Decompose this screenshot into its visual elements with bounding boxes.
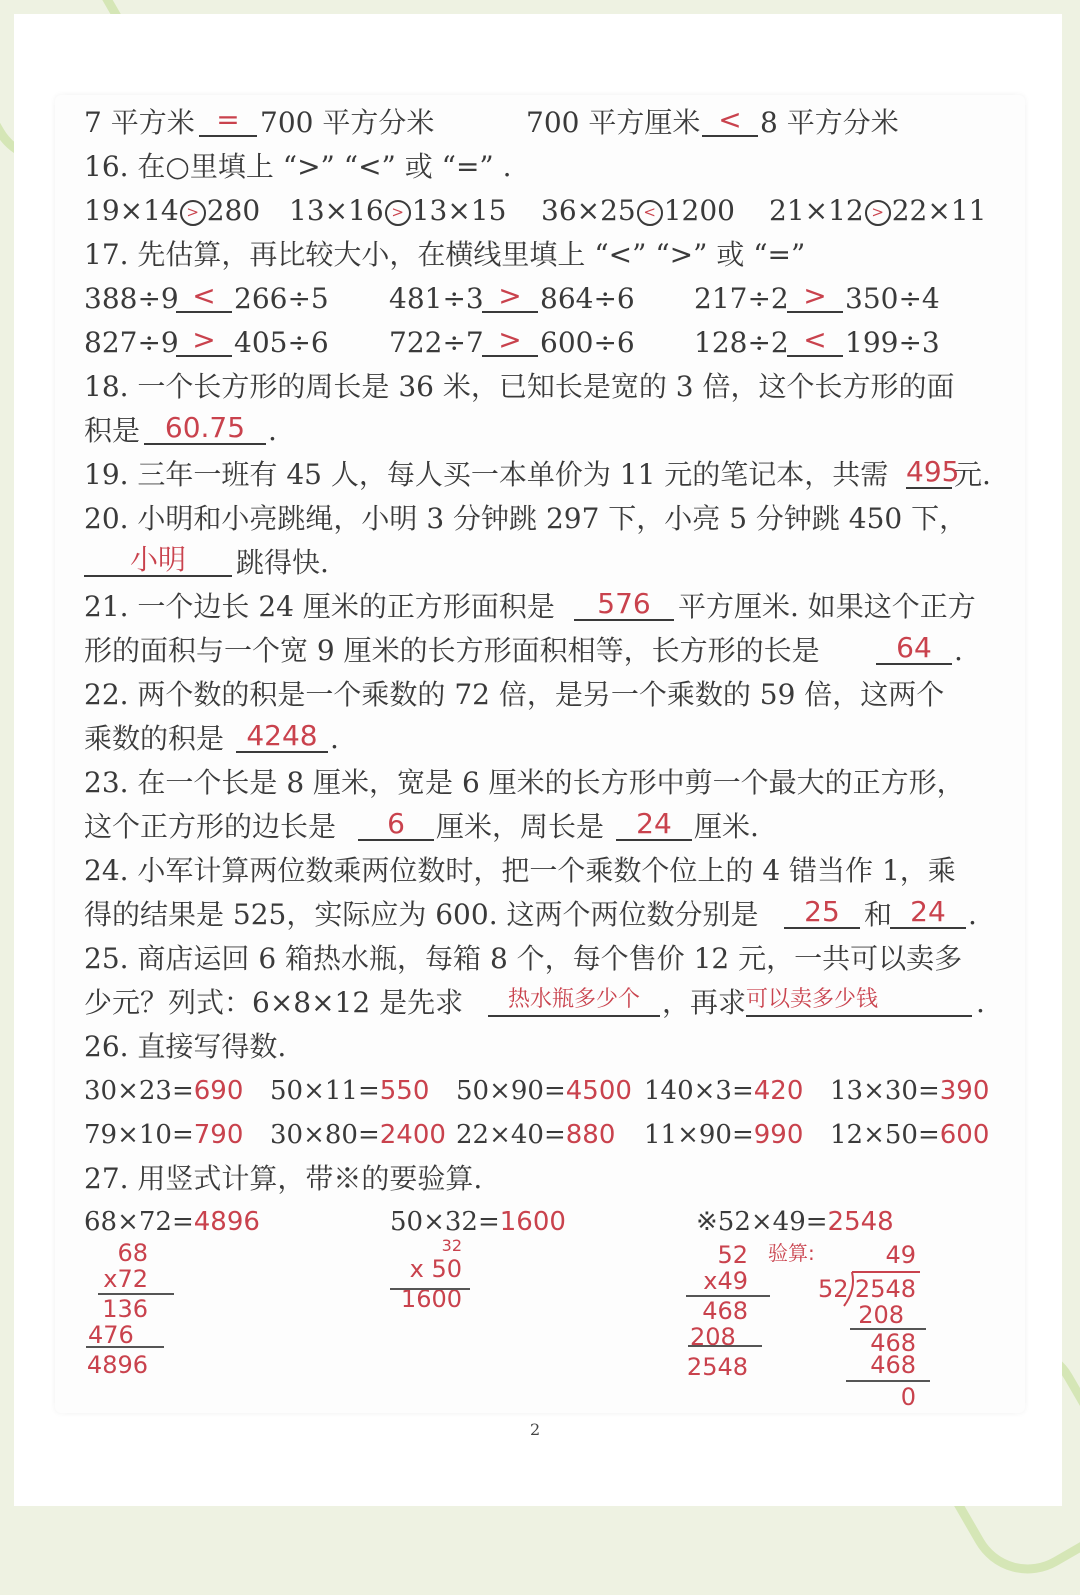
answer-blank: < bbox=[176, 281, 232, 313]
answer-blank: < bbox=[702, 105, 758, 137]
answer-blank: > bbox=[482, 325, 538, 357]
vertical-calc-1: 68 x72 136 476 4896 bbox=[86, 1239, 148, 1379]
q25-line2: 少元？列式：6×8×12 是先求 热水瓶多少个 ，再求 可以卖多少钱 . bbox=[84, 986, 985, 1019]
text: 8 平方分米 bbox=[760, 106, 899, 139]
answer-blank: 25 bbox=[784, 897, 860, 929]
text: 700 平方厘米 bbox=[526, 106, 701, 139]
compare-item: 13×16 > 13×15 bbox=[289, 194, 507, 227]
q23-line1: 23. 在一个长是 8 厘米，宽是 6 厘米的长方形中剪一个最大的正方形， bbox=[84, 766, 965, 799]
compare-item: 21×12 > 22×11 bbox=[769, 194, 987, 227]
area-compare-line bbox=[84, 103, 1004, 143]
vertical-calc-2: 32 x 50 1600 bbox=[400, 1236, 462, 1313]
q18-line2: 积是 60.75 . bbox=[84, 411, 277, 447]
answer-blank: > bbox=[482, 281, 538, 313]
check-quotient: 49 bbox=[885, 1241, 916, 1269]
q24-line2: 得的结果是 525，实际应为 600. 这两个两位数分别是 25 和 24 . bbox=[84, 895, 977, 931]
check-step1: 208 bbox=[858, 1301, 904, 1329]
answer-blank: > bbox=[787, 281, 843, 313]
q16-title bbox=[84, 147, 1004, 187]
answer-blank: 495 bbox=[906, 455, 960, 488]
divider-line bbox=[846, 1380, 930, 1382]
answer-blank: 6 bbox=[358, 809, 434, 841]
answer-circle: > bbox=[180, 200, 206, 226]
answer-blank: 小明 bbox=[84, 545, 232, 577]
vertical-calc-3: 52 x49 468 208 2548 bbox=[686, 1241, 748, 1381]
q27-title: 27. 用竖式计算，带※的要验算. bbox=[84, 1162, 483, 1195]
q26-row1: 30×23=690 50×11=550 50×90=4500 140×3=420 13×30=390 bbox=[84, 1076, 990, 1106]
check-step3: 468 bbox=[870, 1351, 916, 1379]
answer-blank: < bbox=[787, 325, 843, 357]
text: 700 平方分米 bbox=[260, 106, 435, 139]
q23-line2: 这个正方形的边长是 6 厘米，周长是 24 厘米. bbox=[84, 807, 759, 843]
check-divisor: 52 bbox=[818, 1275, 849, 1303]
divider-line bbox=[390, 1288, 470, 1290]
answer-blank: > bbox=[176, 325, 232, 357]
answer-blank: 60.75 bbox=[144, 413, 266, 445]
answer-circle: < bbox=[637, 200, 663, 226]
answer-blank: 可以卖多少钱 bbox=[746, 985, 972, 1017]
q17-row1: 388÷9 < 266÷5 481÷3 > 864÷6 217÷2 > 350÷4 bbox=[84, 279, 940, 315]
q18-line1: 18. 一个长方形的周长是 36 米，已知长是宽的 3 倍，这个长方形的面 bbox=[84, 370, 955, 403]
q25-line1: 25. 商店运回 6 箱热水瓶，每箱 8 个，每个售价 12 元，一共可以卖多 bbox=[84, 942, 963, 975]
answer-blank: = bbox=[199, 105, 257, 137]
compare-item: 19×14 > 280 bbox=[84, 194, 261, 227]
check-remainder: 0 bbox=[900, 1383, 916, 1411]
q26-row2: 79×10=790 30×80=2400 22×40=880 11×90=990 12×50=600 bbox=[84, 1120, 990, 1150]
q26-title: 26. 直接写得数. bbox=[84, 1030, 287, 1063]
divider-line bbox=[98, 1293, 174, 1295]
divider-line bbox=[686, 1295, 770, 1297]
compare-item: 36×25 < 1200 bbox=[541, 194, 735, 227]
q19-line: 19. 三年一班有 45 人，每人买一本单价为 11 元的笔记本，共需 495 元. bbox=[84, 455, 991, 491]
question-text: 16. 在○里填上 “>” “<” 或 “=” . bbox=[84, 150, 512, 183]
q17-row2: 827÷9 > 405÷6 722÷7 > 600÷6 128÷2 < 199÷3 bbox=[84, 323, 940, 359]
answer-circle: > bbox=[865, 200, 891, 226]
q22-line1: 22. 两个数的积是一个乘数的 72 倍，是另一个乘数的 59 倍，这两个 bbox=[84, 678, 945, 711]
answer-circle: > bbox=[385, 200, 411, 226]
question-text: 17. 先估算，再比较大小，在横线里填上 “<” “>” 或 “=” bbox=[84, 238, 806, 271]
q27-expressions: 68×72=4896 50×32=1600 ※52×49=2548 bbox=[84, 1207, 894, 1237]
q21-line2: 形的面积与一个宽 9 厘米的长方形面积相等，长方形的长是 64 . bbox=[84, 631, 963, 667]
q24-line1: 24. 小军计算两位数乘两位数时，把一个乘数个位上的 4 错当作 1，乘 bbox=[84, 854, 956, 887]
check-label: 验算: bbox=[768, 1241, 815, 1265]
answer-blank: 64 bbox=[876, 633, 952, 665]
answer-blank: 24 bbox=[890, 897, 966, 929]
q20-line1: 20. 小明和小亮跳绳，小明 3 分钟跳 297 下，小亮 5 分钟跳 450 下， bbox=[84, 502, 968, 535]
page-number: 2 bbox=[530, 1420, 541, 1439]
text: 7 平方米 bbox=[84, 106, 195, 139]
check-dividend: 2548 bbox=[854, 1275, 916, 1303]
q17-title bbox=[84, 235, 1004, 275]
divider-line bbox=[688, 1345, 762, 1347]
answer-blank: 24 bbox=[616, 809, 692, 841]
q22-line2: 乘数的积是 4248 . bbox=[84, 719, 339, 755]
answer-blank: 576 bbox=[574, 589, 674, 621]
answer-blank: 4248 bbox=[236, 721, 328, 753]
q20-line2: 小明 跳得快. bbox=[84, 543, 1004, 583]
answer-blank: 热水瓶多少个 bbox=[488, 985, 660, 1017]
divider-line bbox=[86, 1346, 164, 1348]
check-step2: 468 bbox=[870, 1329, 916, 1357]
q16-items bbox=[84, 191, 1004, 231]
q21-line1: 21. 一个边长 24 厘米的正方形面积是 576 平方厘米. 如果这个正方 bbox=[84, 587, 976, 623]
